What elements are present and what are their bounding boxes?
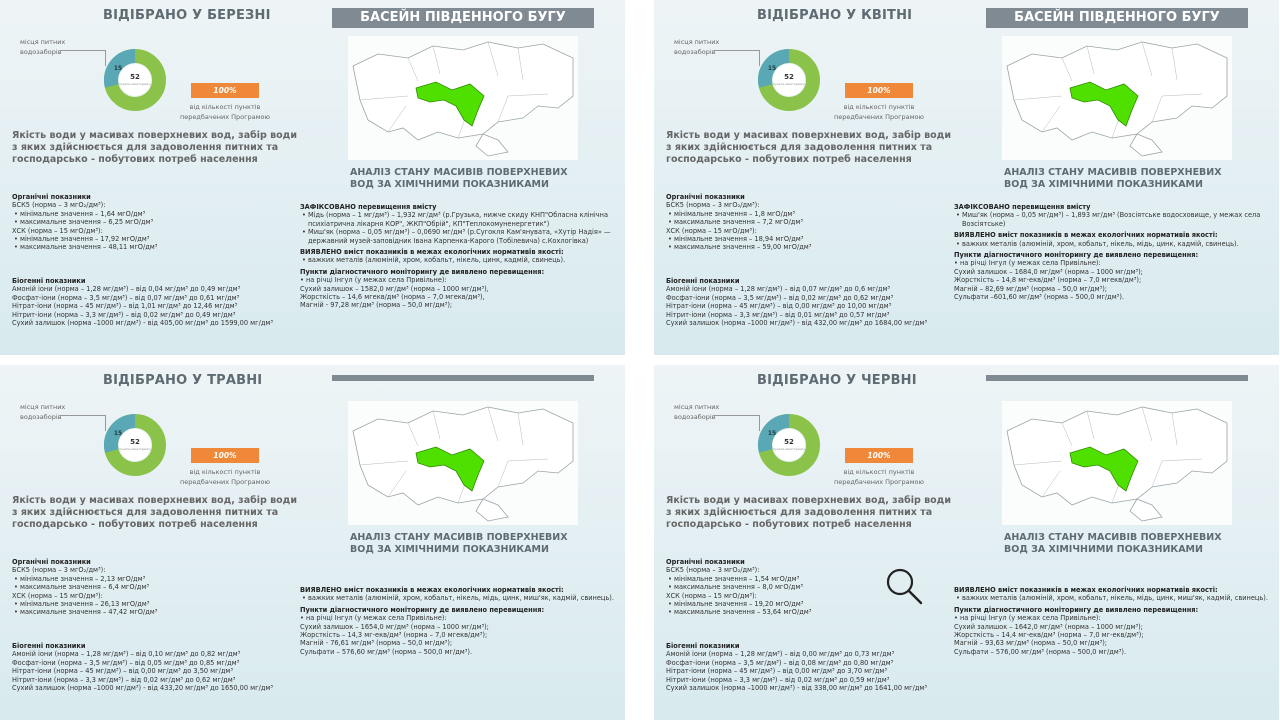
coverage-caption: від кількості пунктів передбачених Програмою xyxy=(834,468,924,486)
findings-line: • на річці Інгул (у межах села Привільне): xyxy=(300,614,447,623)
organic-lines xyxy=(12,566,302,616)
biogenic-line: Амоній іони (норма – 1,28 мг/дм³) – від 0,10 мг/дм³ до 0,82 мг/дм³ xyxy=(12,650,241,659)
organic-title: Органічні показники xyxy=(666,558,745,566)
findings-line: Жорсткість – 14,4 мг-екв/дм³ (норма – 7,0 мг-екв/дм³); xyxy=(954,631,1144,640)
findings-line: Сульфати –601,60 мг/дм³ (норма – 500,0 мг/дм³). xyxy=(954,293,1124,302)
biogenic-line: Нітрат-іони (норма – 45 мг/дм³) – від 1,01 мг/дм³ до 12,46 мг/дм³ xyxy=(12,302,238,311)
organic-block xyxy=(12,558,302,617)
analysis-heading: АНАЛІЗ СТАНУ МАСИВІВ ПОВЕРХНЕВИХ ВОД ЗА ХІМІЧНИМИ ПОКАЗНИКАМИ xyxy=(1004,167,1222,190)
panel-june xyxy=(654,365,1279,720)
biogenic-lines xyxy=(666,285,956,327)
organic-line: ХСК (норма – 15 мгО/дм³): xyxy=(12,226,103,235)
findings-line: Сухий залишок – 1642,0 мг/дм³ (норма – 1000 мг/дм³); xyxy=(954,622,1143,631)
crimea-outline xyxy=(476,134,508,156)
basin-map xyxy=(1002,401,1232,525)
organic-block xyxy=(12,193,302,252)
findings-line: Жорсткість – 14,6 мгекв/дм³ (норма – 7,0 мгекв/дм³), xyxy=(300,293,485,302)
coverage-badge: 100% xyxy=(845,448,913,463)
organic-title: Органічні показники xyxy=(666,193,745,201)
organic-line: • мінімальне значення – 18,94 мгО/дм³ xyxy=(666,235,956,243)
findings-line: • Мідь (норма – 1 мг/дм³) – 1,932 мг/дм³ (р.Грузька, нижче скиду КНП"Обласна клінічна психіатрична лікарня КОР", ЖКП"Обрій", КП"Теплокомуненергетик") xyxy=(300,211,618,228)
biogenic-line: Нітрат-іони (норма – 45 мг/дм³) – від 0,00 мг/дм³ до 10,00 мг/дм³ xyxy=(666,302,892,311)
coverage-caption: від кількості пунктів передбачених Програмою xyxy=(834,103,924,121)
donut-total: 52 xyxy=(130,438,140,446)
organic-line: • максимальне значення – 7,2 мгО/дм³ xyxy=(666,218,956,226)
basin-map xyxy=(348,36,578,160)
annotation-leader-line xyxy=(60,415,106,431)
findings-heading: Пункти діагностичного моніторингу де виявлено перевищення: xyxy=(300,605,545,614)
basin-header xyxy=(332,375,594,381)
organic-line: ХСК (норма – 15 мгО/дм³): xyxy=(666,591,757,600)
organic-line: • максимальне значення – 53,64 мгО/дм³ xyxy=(666,608,956,616)
findings-line: Магній – 93,63 мг/дм³ (норма – 50,0 мг/дм³); xyxy=(954,639,1108,648)
biogenic-line: Фосфат-іони (норма – 3,5 мг/дм³) – від 0,07 мг/дм³ до 0,61 мг/дм³ xyxy=(12,293,240,302)
donut-total: 52 xyxy=(784,438,794,446)
findings-line: Жорсткість – 14,3 мг-екв/дм³ (норма – 7,0 мгекв/дм³); xyxy=(300,631,488,640)
panel-title: ВІДІБРАНО У КВІТНІ xyxy=(757,8,913,23)
findings-line: Магній - 97,28 мг/дм³ (норма – 50,0 мг/дм³); xyxy=(300,301,453,310)
analysis-heading: АНАЛІЗ СТАНУ МАСИВІВ ПОВЕРХНЕВИХ ВОД ЗА ХІМІЧНИМИ ПОКАЗНИКАМИ xyxy=(350,532,568,555)
organic-line: • мінімальне значення – 26,13 мгО/дм³ xyxy=(12,600,302,608)
monitoring-donut xyxy=(103,48,167,112)
basin-map xyxy=(348,401,578,525)
biogenic-line: Амоній іони (норма – 1,28 мг/дм³) – від 0,04 мг/дм³ до 0,49 мг/дм³ xyxy=(12,285,241,294)
organic-lines xyxy=(12,201,302,251)
biogenic-title: Біогенні показники xyxy=(12,642,86,650)
findings-heading: Пункти діагностичного моніторингу де виявлено перевищення: xyxy=(954,605,1199,614)
findings-block xyxy=(954,583,1272,656)
organic-line: • мінімальне значення – 19,20 мгО/дм³ xyxy=(666,600,956,608)
biogenic-line: Фосфат-іони (норма – 3,5 мг/дм³) – від 0,02 мг/дм³ до 0,62 мг/дм³ xyxy=(666,293,894,302)
organic-block xyxy=(666,193,956,252)
basin-header: БАСЕЙН ПІВДЕННОГО БУГУ xyxy=(332,8,594,28)
biogenic-line: Нітрит-іони (норма – 3,3 мг/дм³) – від 0,01 мг/дм³ до 0,57 мг/дм³ xyxy=(666,310,890,319)
organic-title: Органічні показники xyxy=(12,558,91,566)
findings-line: Сульфати – 576,00 мг/дм³ (норма – 500,0 мг/дм³). xyxy=(954,647,1127,656)
organic-line: БСК5 (норма – 3 мгО₂/дм³): xyxy=(666,566,760,575)
coverage-badge: 100% xyxy=(845,83,913,98)
findings-line: Сухий залишок – 1582,0 мг/дм³ (норма – 1000 мг/дм³), xyxy=(300,284,489,293)
magnifier-icon[interactable] xyxy=(884,566,924,606)
organic-line: • мінімальне значення – 1,54 мгО/дм³ xyxy=(666,575,956,583)
coverage-badge: 100% xyxy=(191,83,259,98)
donut-annotation: місця питних водозаборів xyxy=(20,403,66,421)
findings-line: • важких металів (алюміній, хром, кобальт, нікель, мідь, цинк, кадмій, свинець). xyxy=(954,240,1272,248)
annotation-leader-line xyxy=(714,50,760,66)
findings-heading: ЗАФІКСОВАНО перевищення вмісту xyxy=(300,203,437,211)
biogenic-title: Біогенні показники xyxy=(12,277,86,285)
analysis-heading: АНАЛІЗ СТАНУ МАСИВІВ ПОВЕРХНЕВИХ ВОД ЗА ХІМІЧНИМИ ПОКАЗНИКАМИ xyxy=(350,167,568,190)
donut-segment-label: 15 xyxy=(113,430,123,437)
panel-title: ВІДІБРАНО У БЕРЕЗНІ xyxy=(103,8,271,23)
findings-line: • важких металів (алюміній, хром, кобальт, нікель, мідь, цинк, миш'як, кадмій, свинець). xyxy=(954,594,1272,602)
organic-line: • максимальне значення – 59,00 мгО/дм³ xyxy=(666,243,956,251)
donut-total: 52 xyxy=(784,73,794,81)
organic-title: Органічні показники xyxy=(12,193,91,201)
findings-line: • Миш'як (норма – 0,05 мг/дм³) – 0,0690 мг/дм³ (р.Сугокля Кам'янувата, «Хутір Надія» — державний музей-заповідник Івана Карпенка-Карого (Тобілевича) с.Кохлогівка) xyxy=(300,228,618,245)
findings-heading: Пункти діагностичного моніторингу де виявлено перевищення: xyxy=(954,251,1199,260)
findings-line: • Миш'як (норма – 0,05 мг/дм³) – 1,893 мг/дм³ (Возсіятське водосховище, у межах села Возсіятське) xyxy=(954,211,1272,228)
findings-line: Сульфати – 576,60 мг/дм³ (норма – 500,0 мг/дм³). xyxy=(300,647,473,656)
biogenic-lines xyxy=(12,285,302,327)
donut-caption: пункти моніторингу xyxy=(119,82,151,86)
biogenic-line: Нітрат-іони (норма – 45 мг/дм³) – від 0,00 мг/дм³ до 3,50 мг/дм³ xyxy=(12,667,234,676)
biogenic-line: Нітрит-іони (норма – 3,3 мг/дм³) – від 0,02 мг/дм³ до 0,59 мг/дм³ xyxy=(666,675,890,684)
findings-line: Жорсткість – 14,8 мг-екв/дм³ (норма – 7,0 мгекв/дм³); xyxy=(954,276,1142,285)
organic-line: • максимальне значення – 48,11 мгО/дм³ xyxy=(12,243,302,251)
panel-title: ВІДІБРАНО У ЧЕРВНІ xyxy=(757,373,917,388)
donut-caption: пункти моніторингу xyxy=(773,82,805,86)
findings-line: • на річці Інгул (у межах села Привільне): xyxy=(954,614,1101,623)
biogenic-lines xyxy=(12,650,302,692)
findings-heading: ВИЯВЛЕНО вміст показників в межах екологічних нормативів якості: xyxy=(300,586,564,594)
organic-line: БСК5 (норма – 3 мгО₂/дм³): xyxy=(12,566,106,575)
donut-caption: пункти моніторингу xyxy=(773,447,805,451)
annotation-leader-line xyxy=(714,415,760,431)
crimea-outline xyxy=(1130,134,1162,156)
biogenic-line: Амоній іони (норма – 1,28 мг/дм³) – від 0,00 мг/дм³ до 0,73 мг/дм³ xyxy=(666,650,895,659)
biogenic-title: Біогенні показники xyxy=(666,642,740,650)
biogenic-lines xyxy=(666,650,956,692)
organic-line: • максимальне значення – 8,0 мгО/дм³ xyxy=(666,583,956,591)
findings-block xyxy=(300,200,618,310)
biogenic-line: Фосфат-іони (норма – 3,5 мг/дм³) – від 0,05 мг/дм³ до 0,85 мг/дм³ xyxy=(12,658,240,667)
findings-line: Магній – 82,69 мг/дм³ (норма – 50,0 мг/дм³); xyxy=(954,284,1108,293)
organic-line: • максимальне значення – 6,25 мгО/дм³ xyxy=(12,218,302,226)
donut-segment-label: 15 xyxy=(767,65,777,72)
biogenic-line: Нітрит-іони (норма – 3,3 мг/дм³) – від 0,02 мг/дм³ до 0,49 мг/дм³ xyxy=(12,310,236,319)
annotation-leader-line xyxy=(60,50,106,66)
findings-heading: ВИЯВЛЕНО вміст показників в межах екологічних нормативів якості: xyxy=(300,248,564,257)
organic-line: • максимальне значення – 6,4 мгО/дм³ xyxy=(12,583,302,591)
panel-title: ВІДІБРАНО У ТРАВНІ xyxy=(103,373,263,388)
biogenic-line: Амоній іони (норма – 1,28 мг/дм³) – від 0,07 мг/дм³ до 0,6 мг/дм³ xyxy=(666,285,891,294)
crimea-outline xyxy=(1130,499,1162,521)
findings-block xyxy=(954,200,1272,301)
findings-heading: ЗАФІКСОВАНО перевищення вмісту xyxy=(954,203,1091,211)
organic-line: БСК5 (норма – 3 мгО₂/дм³): xyxy=(666,201,760,210)
quality-heading: Якість води у масивах поверхневих вод, забір води з яких здійснюється для задоволення питних та господарсько - побутових потреб населення xyxy=(666,495,951,530)
panel-april xyxy=(654,0,1279,355)
donut-segment-label: 15 xyxy=(767,430,777,437)
biogenic-block xyxy=(12,277,302,327)
biogenic-line: Фосфат-іони (норма – 3,5 мг/дм³) – від 0,08 мг/дм³ до 0,80 мг/дм³ xyxy=(666,658,894,667)
organic-line: • мінімальне значення – 17,92 мгО/дм³ xyxy=(12,235,302,243)
findings-line: • важких металів (алюміній, хром, кобальт, нікель, мідь, цинк, миш'як, кадмій, свинець). xyxy=(300,594,618,602)
biogenic-block xyxy=(666,642,956,692)
organic-line: ХСК (норма – 15 мгО/дм³): xyxy=(666,226,757,235)
findings-line: Сухий залишок – 1654,0 мг/дм³ (норма – 1000 мг/дм³); xyxy=(300,622,489,631)
basin-header xyxy=(986,375,1248,381)
organic-lines xyxy=(666,201,956,251)
donut-annotation: місця питних водозаборів xyxy=(674,38,720,56)
findings-heading: Пункти діагностичного моніторингу де виявлено перевищення: xyxy=(300,267,545,276)
findings-line: Сухий залишок – 1684,0 мг/дм³ (норма – 1000 мг/дм³); xyxy=(954,267,1143,276)
biogenic-line: Сухий залишок (норма –1000 мг/дм³) - від 338,00 мг/дм³ до 1641,00 мг/дм³ xyxy=(666,684,927,693)
organic-line: БСК5 (норма – 3 мгО₂/дм³): xyxy=(12,201,106,210)
quality-heading: Якість води у масивах поверхневих вод, забір води з яких здійснюється для задоволення питних та господарсько - побутових потреб населення xyxy=(12,495,297,530)
monitoring-donut xyxy=(103,413,167,477)
quality-heading: Якість води у масивах поверхневих вод, забір води з яких здійснюється для задоволення питних та господарсько - побутових потреб населення xyxy=(12,130,297,165)
findings-line: • на річці Інгул (у межах села Привільне): xyxy=(954,259,1101,268)
findings-line: • на річці Інгул (у межах села Привільне): xyxy=(300,276,447,285)
biogenic-title: Біогенні показники xyxy=(666,277,740,285)
donut-annotation: місця питних водозаборів xyxy=(20,38,66,56)
findings-heading: ВИЯВЛЕНО вміст показників в межах екологічних нормативів якості: xyxy=(954,231,1218,240)
donut-segment-label: 15 xyxy=(113,65,123,72)
biogenic-line: Сухий залишок (норма –1000 мг/дм³) - від 405,00 мг/дм³ до 1599,00 мг/дм³ xyxy=(12,319,273,328)
biogenic-line: Нітрат-іони (норма – 45 мг/дм³) – від 0,00 мг/дм³ до 3,70 мг/дм³ xyxy=(666,667,888,676)
panel-march xyxy=(0,0,625,355)
findings-heading: ВИЯВЛЕНО вміст показників в межах екологічних нормативів якості: xyxy=(954,586,1218,594)
organic-line: • мінімальне значення – 1,64 мгО/дм³ xyxy=(12,210,302,218)
basin-header: БАСЕЙН ПІВДЕННОГО БУГУ xyxy=(986,8,1248,28)
findings-block xyxy=(300,583,618,656)
donut-caption: пункти моніторингу xyxy=(119,447,151,451)
biogenic-line: Сухий залишок (норма –1000 мг/дм³) - від 432,00 мг/дм³ до 1684,00 мг/дм³ xyxy=(666,319,927,328)
coverage-caption: від кількості пунктів передбачених Програмою xyxy=(180,103,270,121)
donut-annotation: місця питних водозаборів xyxy=(674,403,720,421)
basin-map xyxy=(1002,36,1232,160)
coverage-caption: від кількості пунктів передбачених Програмою xyxy=(180,468,270,486)
findings-line: Магній - 76,61 мг/дм³ (норма – 50,0 мг/дм³); xyxy=(300,639,453,648)
organic-line: • мінімальне значення – 1,8 мгО/дм³ xyxy=(666,210,956,218)
panel-may xyxy=(0,365,625,720)
quality-heading: Якість води у масивах поверхневих вод, забір води з яких здійснюється для задоволення питних та господарсько - побутових потреб населення xyxy=(666,130,951,165)
biogenic-line: Нітрит-іони (норма – 3,3 мг/дм³) – від 0,02 мг/дм³ до 0,62 мг/дм³ xyxy=(12,675,236,684)
organic-line: ХСК (норма – 15 мгО/дм³): xyxy=(12,591,103,600)
biogenic-block xyxy=(666,277,956,327)
organic-line: • максимальне значення – 47,42 мгО/дм³ xyxy=(12,608,302,616)
analysis-heading: АНАЛІЗ СТАНУ МАСИВІВ ПОВЕРХНЕВИХ ВОД ЗА ХІМІЧНИМИ ПОКАЗНИКАМИ xyxy=(1004,532,1222,555)
donut-total: 52 xyxy=(130,73,140,81)
crimea-outline xyxy=(476,499,508,521)
findings-line: • важких металів (алюміній, хром, кобальт, нікель, цинк, кадмій, свинець). xyxy=(300,256,618,264)
monitoring-donut xyxy=(757,48,821,112)
organic-line: • мінімальне значення – 2,13 мгО/дм³ xyxy=(12,575,302,583)
biogenic-block xyxy=(12,642,302,692)
monitoring-donut xyxy=(757,413,821,477)
coverage-badge: 100% xyxy=(191,448,259,463)
biogenic-line: Сухий залишок (норма –1000 мг/дм³) - від 433,20 мг/дм³ до 1650,00 мг/дм³ xyxy=(12,684,273,693)
